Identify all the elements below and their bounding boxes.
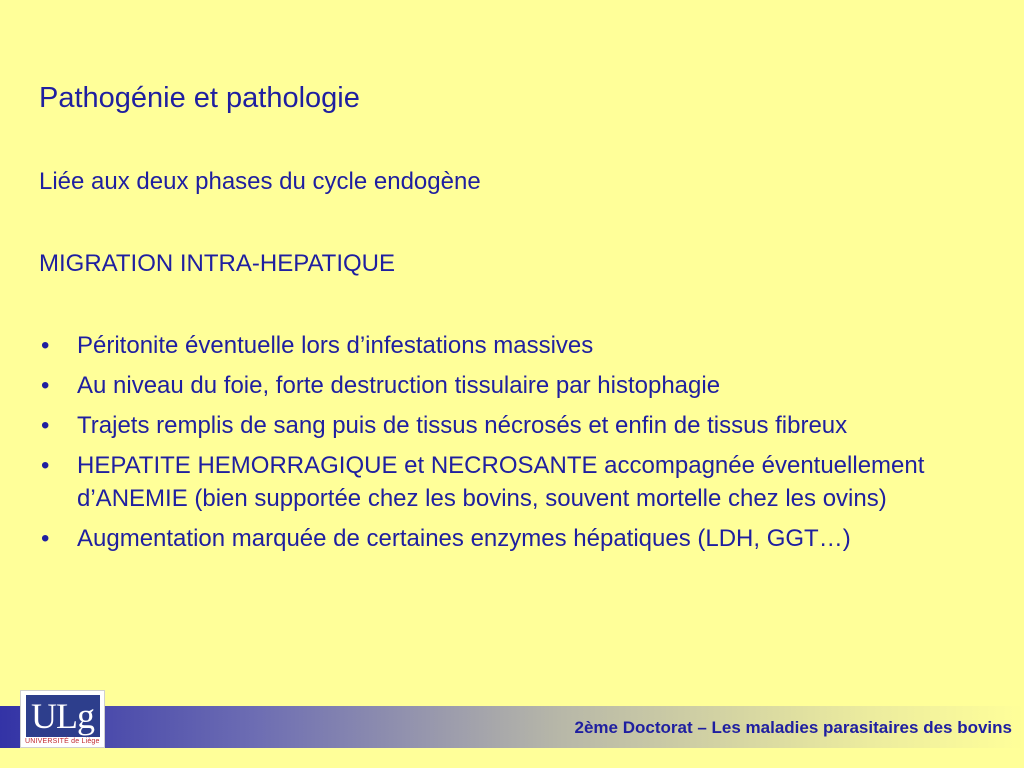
slide-subtitle: Liée aux deux phases du cycle endogène — [39, 168, 481, 195]
footer-bar — [0, 706, 1024, 748]
ulg-logo — [20, 690, 105, 748]
bullet-item-5 — [39, 522, 1004, 555]
bullet-icon: • — [41, 525, 50, 552]
bullet-icon: • — [41, 412, 50, 439]
bullet-text: Augmentation marquée de certaines enzymes hépatiques (LDH, GGT…) — [77, 525, 851, 552]
logo-letters: ULg — [31, 696, 94, 736]
bullet-list — [39, 329, 1004, 562]
bullet-item-2 — [39, 369, 1004, 402]
section-heading: MIGRATION INTRA-HEPATIQUE — [39, 250, 396, 277]
bullet-icon: • — [41, 332, 50, 359]
bullet-icon: • — [41, 372, 50, 399]
bullet-text: Trajets remplis de sang puis de tissus nécrosés et enfin de tissus fibreux — [77, 412, 848, 439]
bullet-item-3 — [39, 409, 1004, 442]
footer-course-title: 2ème Doctorat – Les maladies parasitaires des bovins — [574, 718, 1012, 737]
logo-caption: UNIVERSITÉ de Liège — [25, 738, 100, 745]
bullet-item-4 — [39, 449, 1004, 515]
logo-emblem — [26, 695, 100, 737]
bullet-item-1 — [39, 329, 1004, 362]
bullet-text: Au niveau du foie, forte destruction tissulaire par histophagie — [77, 372, 721, 399]
bullet-text: Péritonite éventuelle lors d’infestations massives — [77, 332, 594, 359]
bullet-text: HEPATITE HEMORRAGIQUE et NECROSANTE accompagnée éventuellement d’ANEMIE (bien supportée chez les bovins, souvent mortelle chez les ovins) — [77, 452, 925, 512]
bullet-icon: • — [41, 452, 50, 479]
slide-title: Pathogénie et pathologie — [39, 82, 360, 114]
